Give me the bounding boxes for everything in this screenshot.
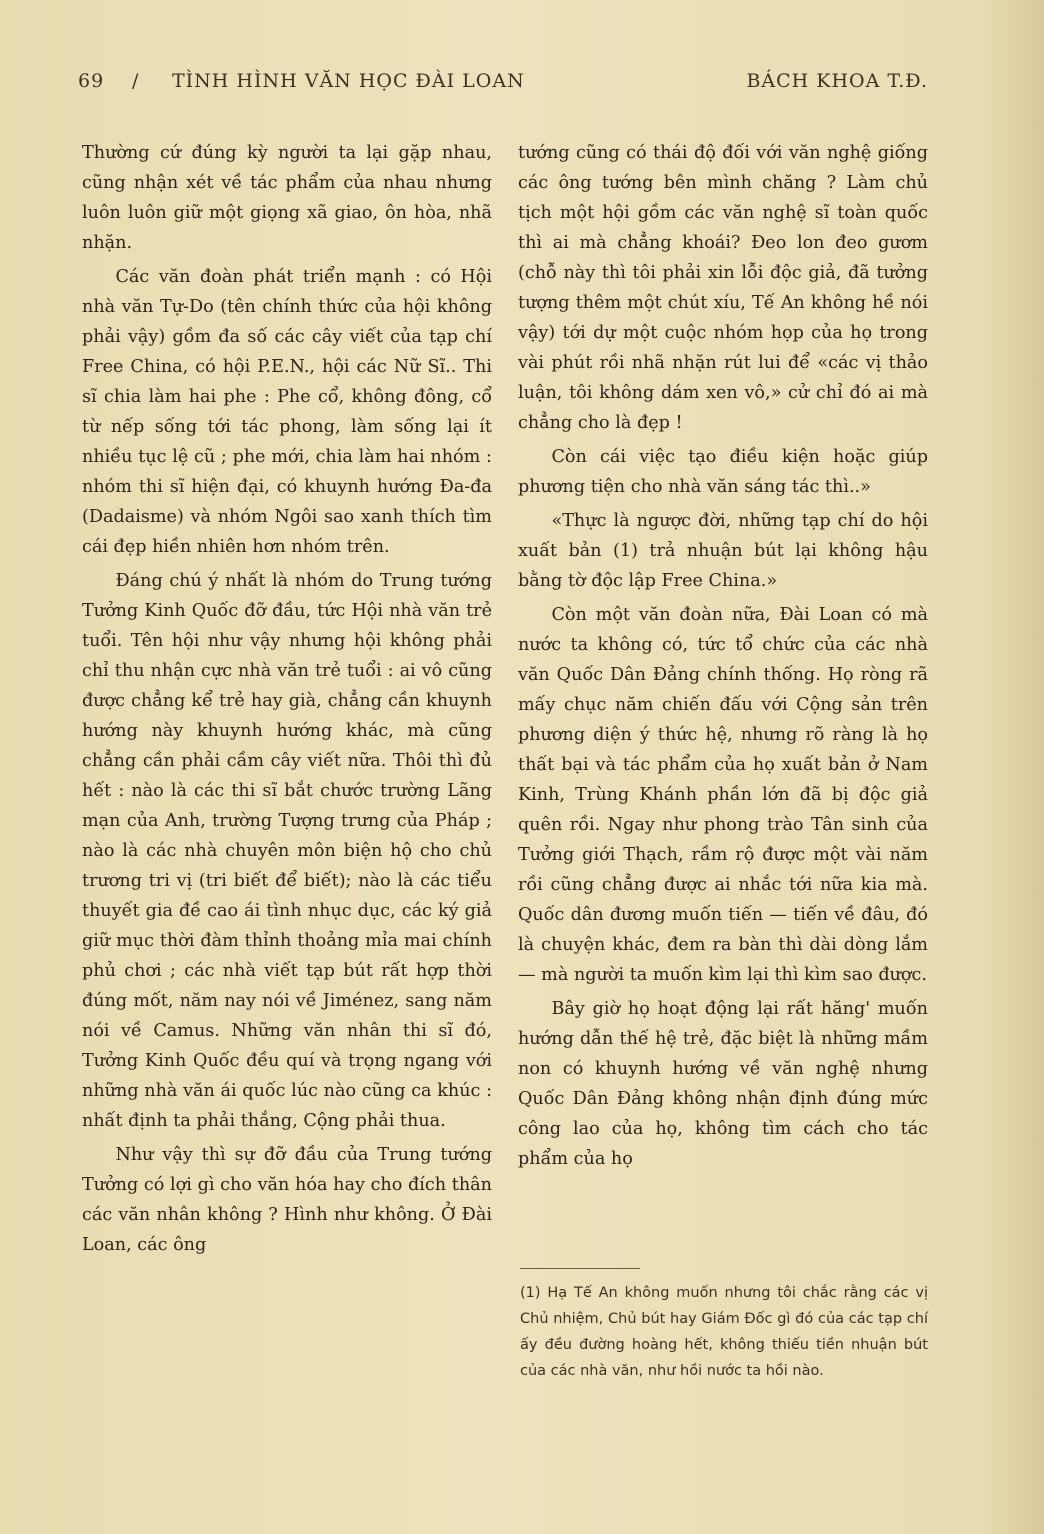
article-title: TÌNH HÌNH VĂN HỌC ĐÀI LOAN: [172, 70, 525, 92]
paragraph: Như vậy thì sự đỡ đầu của Trung tướng Tưởng có lợi gì cho văn hóa hay cho đích thân các văn nhân không ? Hình như không. Ở Đài Loan, các ông: [82, 1145, 492, 1255]
paragraph: Thường cứ đúng kỳ người ta lại gặp nhau, cũng nhận xét về tác phẩm của nhau nhưng luôn luôn giữ một giọng xã giao, ôn hòa, nhã nhặn.: [82, 143, 492, 253]
quotation: «Thực là ngược đời, những tạp chí do hội xuất bản (1) trả nhuận bút lại không hậu bằng tờ độc lập Free China.»: [518, 511, 928, 591]
right-column: [518, 138, 928, 1174]
paragraph: Còn cái việc tạo điều kiện hoặc giúp phương tiện cho nhà văn sáng tác thì..»: [518, 447, 928, 497]
running-header: [78, 70, 928, 102]
page-spine-shadow: [978, 0, 1044, 1534]
header-separator: /: [132, 70, 140, 92]
paragraph: Bây giờ họ hoạt động lại rất hăng' muốn hướng dẫn thế hệ trẻ, đặc biệt là những mầm non có khuynh hướng về văn nghệ nhưng Quốc Dân Đảng không nhận định đúng mức công lao của họ, không tìm cách cho tác phẩm của họ: [518, 999, 928, 1169]
footnote-divider: [520, 1268, 640, 1269]
paragraph: Các văn đoàn phát triển mạnh : có Hội nhà văn Tự-Do (tên chính thức của hội không phải vậy) gồm đa số các cây viết của tạp chí Free China, có hội P.E.N., hội các Nữ Sĩ.. Thi sĩ chia làm hai phe : Phe cổ, không đông, cổ từ nếp sống tới tác phong, làm sống lại ít nhiều tục lệ cũ ; phe mới, chia làm hai nhóm : nhóm thi sĩ hiện đại, có khuynh hướng Đa-đa (Dadaisme) và nhóm Ngôi sao xanh thích tìm cái đẹp hiền nhiên hơn nhóm trên.: [82, 267, 492, 557]
paragraph: Còn một văn đoàn nữa, Đài Loan có mà nước ta không có, tức tổ chức của các nhà văn Quốc Dân Đảng chính thống. Họ ròng rã mấy chục năm chiến đấu với Cộng sản trên phương diện ý thức hệ, nhưng rõ ràng là họ thất bại và tác phẩm của họ xuất bản ở Nam Kinh, Trùng Khánh phần lớn đã bị độc giả quên rồi. Ngay như phong trào Tân sinh của Tưởng giới Thạch, rầm rộ được một vài năm rồi cũng chẳng được ai nhắc tới nữa kia mà. Quốc dân đương muốn tiến — tiến về đâu, đó là chuyện khác, đem ra bàn thì dài dòng lắm — mà người ta muốn kìm lại thì kìm sao được.: [518, 605, 928, 985]
footnote: [520, 1280, 928, 1384]
left-column: [82, 138, 492, 1260]
paragraph: tướng cũng có thái độ đối với văn nghệ giống các ông tướng bên mình chăng ? Làm chủ tịch một hội gồm các văn nghệ sĩ toàn quốc thì ai mà chẳng khoái? Đeo lon đeo gươm (chỗ này thì tôi phải xin lỗi độc giả, đã tưởng tượng thêm một chút xíu, Tế An không hề nói vậy) tới dự một cuộc nhóm họp của họ trong vài phút rồi nhã nhặn rút lui để «các vị thảo luận, tôi không dám xen vô,» cử chỉ đó ai mà chẳng cho là đẹp !: [518, 143, 928, 433]
footnote-text: (1) Hạ Tế An không muốn nhưng tôi chắc rằng các vị Chủ nhiệm, Chủ bút hay Giám Đốc gì đó của các tạp chí ấy đều đường hoàng hết, không thiếu tiền nhuận bút của các nhà văn, như hồi nước ta hồi nào.: [520, 1285, 928, 1379]
paragraph: Đáng chú ý nhất là nhóm do Trung tướng Tưởng Kinh Quốc đỡ đầu, tức Hội nhà văn trẻ tuổi. Tên hội như vậy nhưng hội không phải chỉ thu nhận cực nhà văn trẻ tuổi : ai vô cũng được chẳng kể trẻ hay già, chẳng cần khuynh hướng này khuynh hướng khác, mà cũng chẳng cần phải cầm cây viết nữa. Thôi thì đủ hết : nào là các thi sĩ bắt chước trường Lãng mạn của Anh, trường Tượng trưng của Pháp ; nào là các nhà chuyên môn biện hộ cho chủ trương tri vị (tri biết để biết); nào là các tiểu thuyết gia đề cao ái tình nhục dục, các ký giả giữ mục thời đàm thỉnh thoảng mỉa mai chính phủ chơi ; các nhà viết tạp bút rất hợp thời đúng mốt, năm nay nói về Jiménez, sang năm nói về Camus. Những văn nhân thi sĩ đó, Tưởng Kinh Quốc đều quí và trọng ngang với những nhà văn ái quốc lúc nào cũng ca khúc : nhất định ta phải thắng, Cộng phải thua.: [82, 571, 492, 1131]
page-number: 69: [78, 70, 105, 92]
journal-name: BÁCH KHOA T.Đ.: [746, 70, 928, 92]
